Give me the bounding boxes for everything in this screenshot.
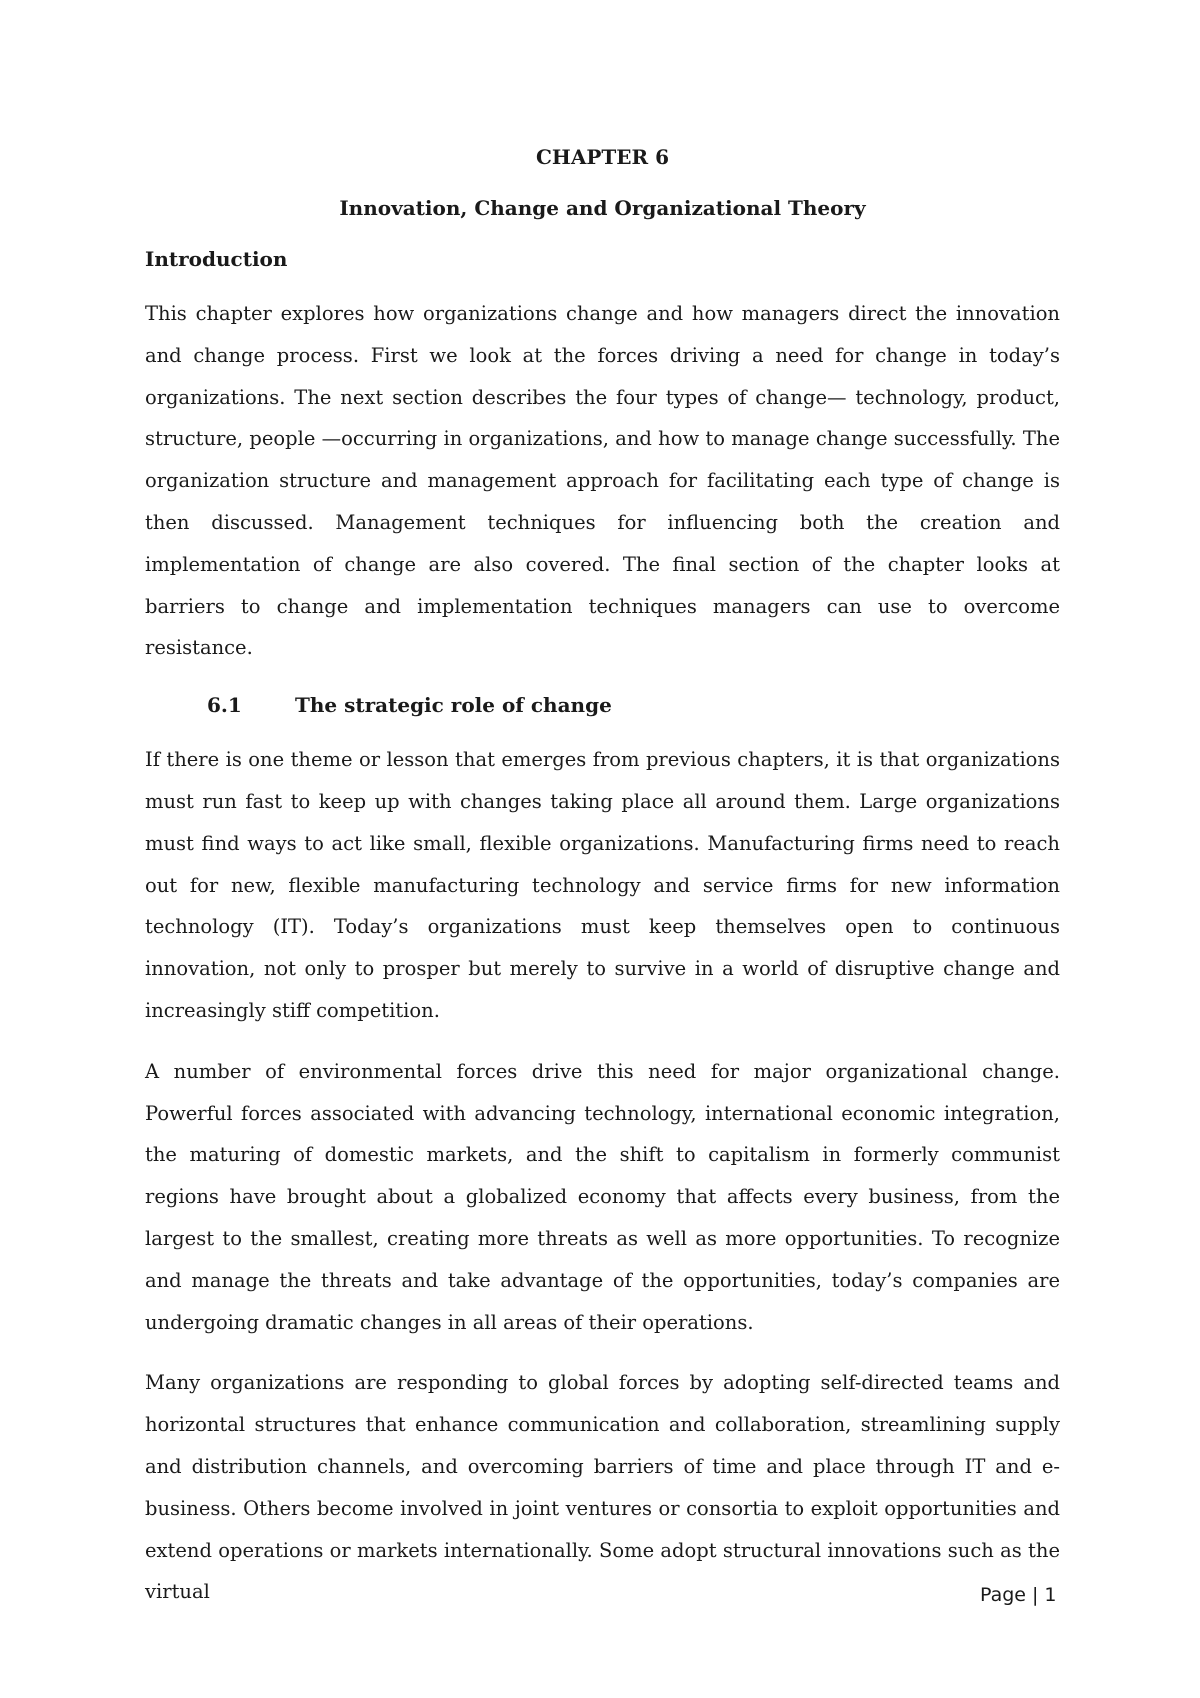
section-title: The strategic role of change (295, 693, 612, 718)
body-paragraph-1: If there is one theme or lesson that emerges from previous chapters, it is that organizations must run fast to keep up with changes taking place all around them. Large organizations must find ways to act like small, flexible organizations. Manufacturing firms need to reach out for new, flexible manufacturing technology and service firms for new information technology (IT). Today’s organizations must keep themselves open to continuous innovation, not only to prosper but merely to survive in a world of disruptive change and increasingly stiff competition. (145, 748, 1060, 1022)
chapter-label: CHAPTER 6 (536, 145, 669, 169)
body-paragraph-2: A number of environmental forces drive this need for major organizational change. Powerful forces associated with advancing technology, international economic integration, the maturing of domestic markets, and the shift to capitalism in formerly communist regions have brought about a globalized economy that affects every business, from the largest to the smallest, creating more threats as well as more opportunities. To recognize and manage the threats and take advantage of the opportunities, today’s companies are undergoing dramatic changes in all areas of their operations. (145, 1059, 1060, 1334)
page-label: Page (980, 1584, 1026, 1606)
page-number: 1 (1044, 1584, 1057, 1606)
page-separator: | (1032, 1584, 1039, 1606)
page-footer (980, 1584, 1057, 1606)
body-paragraph-3: Many organizations are responding to global forces by adopting self-directed teams and horizontal structures that enhance communication and collaboration, streamlining supply and distribution channels, and overcoming barriers of time and place through IT and e-business. Others become involved in joint ventures or consortia to exploit opportunities and extend operations or markets internationally. Some adopt structural innovations such as the virtual (145, 1371, 1060, 1604)
chapter-title: Innovation, Change and Organizational Theory (339, 196, 866, 220)
section-number: 6.1 (207, 693, 242, 718)
introduction-paragraph: This chapter explores how organizations change and how managers direct the innovation and change process. First we look at the forces driving a need for change in today’s organizations. The next section describes the four types of change— technology, product, structure, people —occurring in organizations, and how to manage change successfully. The organization structure and management approach for facilitating each type of change is then discussed. Management techniques for influencing both the creation and implementation of change are also covered. The final section of the chapter looks at barriers to change and implementation techniques managers can use to overcome resistance. (145, 302, 1060, 660)
page-content (145, 140, 1060, 1632)
section-6-1-heading (207, 688, 1060, 722)
introduction-heading: Introduction (145, 247, 288, 271)
